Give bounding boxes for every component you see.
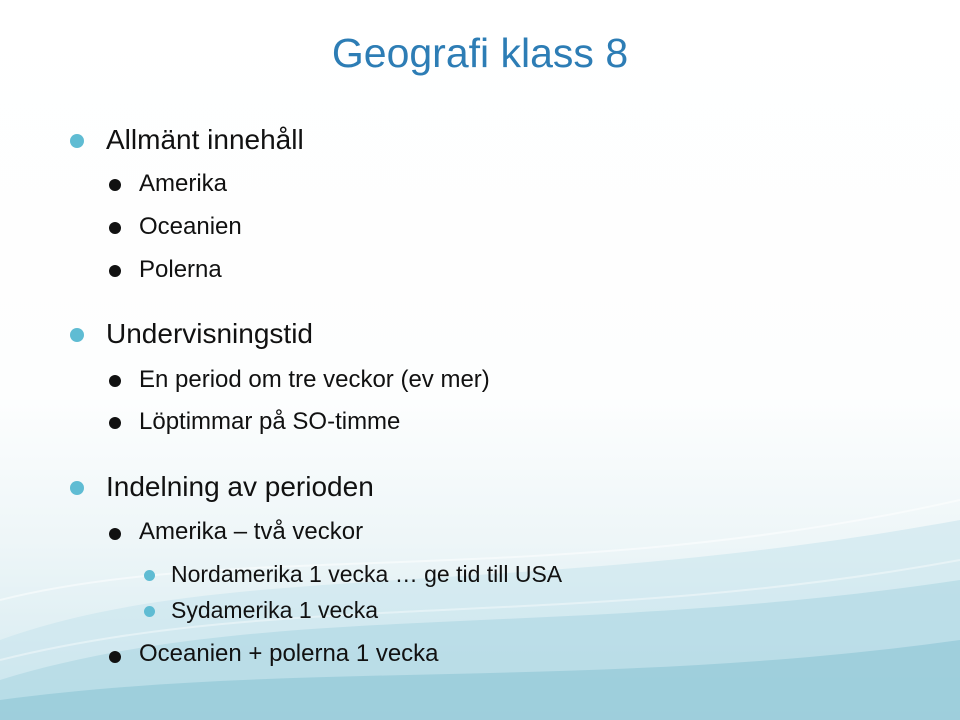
- bullet-level2: [109, 179, 121, 191]
- slide-title: Geografi klass 8: [331, 30, 629, 76]
- list-item: Oceanien: [139, 213, 242, 240]
- sub-list-item: Nordamerika 1 vecka … ge tid till USA: [171, 561, 563, 587]
- bullet-level1: [70, 134, 84, 148]
- bullet-level2: [109, 417, 121, 429]
- bullet-level3: [144, 570, 155, 581]
- list-item: Oceanien + polerna 1 vecka: [139, 640, 439, 667]
- section-heading: Allmänt innehåll: [106, 124, 304, 155]
- list-item: En period om tre veckor (ev mer): [139, 366, 490, 393]
- sub-list-item: Sydamerika 1 vecka: [171, 597, 379, 623]
- bullet-level2: [109, 222, 121, 234]
- list-item: Amerika: [139, 170, 228, 197]
- bullet-level2: [109, 651, 121, 663]
- list-item: Amerika – två veckor: [139, 518, 364, 545]
- section-heading: Indelning av perioden: [106, 471, 374, 502]
- bullet-level3: [144, 606, 155, 617]
- bullet-level1: [70, 328, 84, 342]
- bullet-level2: [109, 265, 121, 277]
- list-item: Löptimmar på SO-timme: [139, 408, 401, 435]
- list-item: Polerna: [139, 256, 222, 283]
- bullet-level1: [70, 481, 84, 495]
- bullet-level2: [109, 375, 121, 387]
- section-heading: Undervisningstid: [106, 318, 313, 349]
- bullet-level2: [109, 528, 121, 540]
